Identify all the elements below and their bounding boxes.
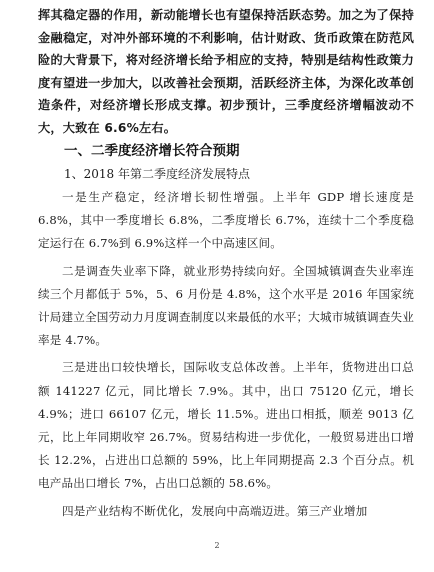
page-body — [38, 4, 414, 523]
section-subheading: 1、2018 年第二季度经济发展特点 — [64, 167, 250, 181]
section-heading: 一、二季度经济增长符合预期 — [64, 143, 240, 159]
page-number: 2 — [214, 541, 220, 550]
lead-paragraph: 挥其稳定器的作用，新动能增长也有望保持活跃态势。加之为了保持金融稳定，对冲外部环境的不利影响，估计财政、货币政策在防范风险的大背景下，将对经济增长给予相应的支持，特别是结构性政策力度有望进一步加大，以改善社会预期，活跃经济主体，为深化改革创造条件，对经济增长形成支撑。初步预计，三季度经济增幅波动不大，大致在 6.6%左右。 — [38, 8, 414, 135]
paragraph-production: 一是生产稳定，经济增长韧性增强。上半年 GDP 增长速度是 6.8%，其中一季度增长 6.8%，二季度增长 6.7%，连续十二个季度稳定运行在 6.7%到 6.9%这样一个中高速区间。 — [38, 190, 414, 251]
paragraph-industry-structure: 四是产业结构不断优化，发展向中高端迈进。第三产业增加 — [62, 503, 368, 518]
paragraph-unemployment: 二是调查失业率下降，就业形势持续向好。全国城镇调查失业率连续三个月都低于 5%，5、6 月份是 4.8%，这个水平是 2016 年国家统计局建立全国劳动力月度调查制度以来最低的水平；大城市城镇调查失业率是 4.7%。 — [38, 263, 414, 348]
paragraph-trade: 三是进出口较快增长，国际收支总体改善。上半年，货物进出口总额 141227 亿元，同比增长 7.9%。其中，出口 75120 亿元，增长 4.9%；进口 66107 亿元，增长 11.5%。进出口相抵，顺差 9013 亿元，比上年同期收窄 26.7%。贸易结构进一步优化，一般贸易进出口增长 12.2%，占进出口总额的 59%，比上年同期提高 2.3 个百分点。机电产品出口增长 7%，占出口总额的 58.6%。 — [38, 360, 414, 491]
